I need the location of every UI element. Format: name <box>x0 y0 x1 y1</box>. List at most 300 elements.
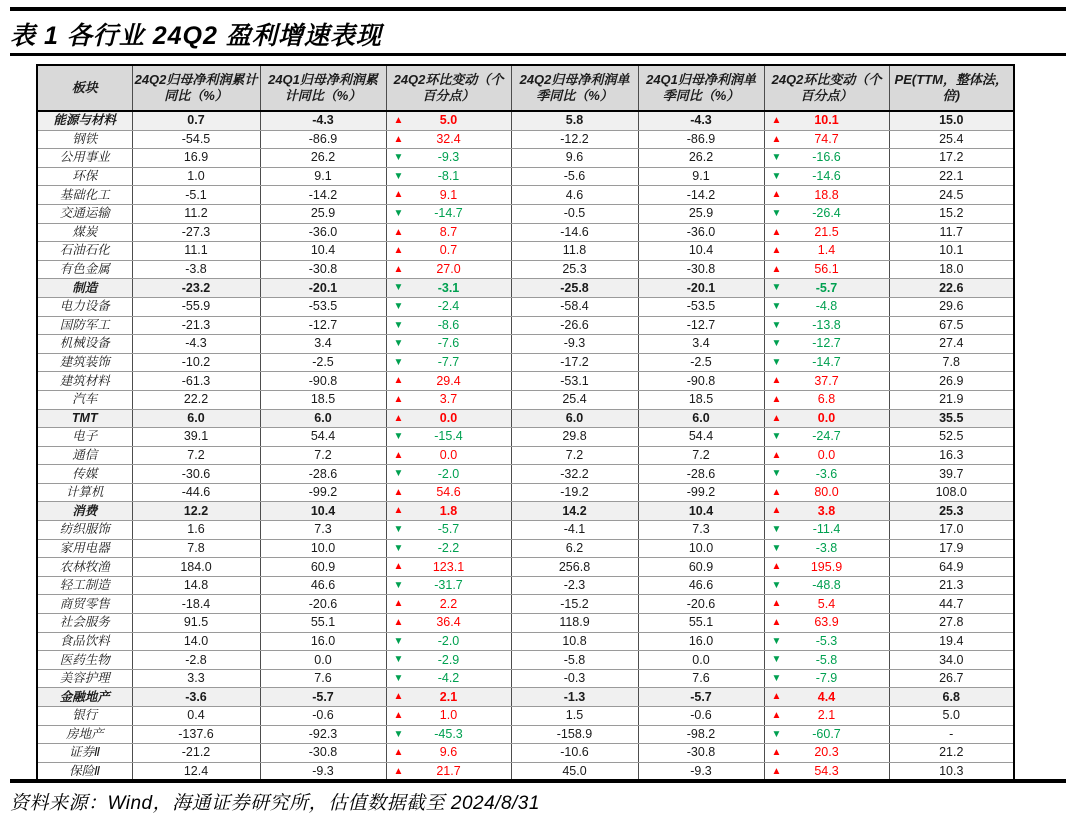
change-cell-cum <box>386 576 511 595</box>
pe-cell: 7.8 <box>889 353 1014 372</box>
table-row <box>37 316 1014 335</box>
pe-cell: 18.0 <box>889 260 1014 279</box>
value-cell-single-q1: 26.2 <box>638 149 764 168</box>
value-cell-single-q2: 25.4 <box>511 390 638 409</box>
change-cell-single <box>764 558 889 577</box>
value-cell-cum-q2: 1.0 <box>132 167 260 186</box>
sector-cell: TMT <box>37 409 132 428</box>
down-arrow-icon: ▼ <box>771 635 782 647</box>
value-cell-single-q1: 9.1 <box>638 167 764 186</box>
value-cell-cum-q1: 26.2 <box>260 149 386 168</box>
change-cell-cum <box>386 465 511 484</box>
value-cell-cum-q2: 16.9 <box>132 149 260 168</box>
value-cell-single-q2: -2.3 <box>511 576 638 595</box>
value-cell-cum-q2: 3.3 <box>132 669 260 688</box>
up-arrow-icon: ▲ <box>771 710 782 721</box>
up-arrow-icon: ▲ <box>771 691 782 703</box>
pe-cell: 17.2 <box>889 149 1014 168</box>
sector-cell: 证券Ⅱ <box>37 744 132 763</box>
change-value: -5.3 <box>815 633 838 648</box>
value-cell-single-q1: -86.9 <box>638 130 764 149</box>
change-cell-single <box>764 167 889 186</box>
down-arrow-icon: ▼ <box>771 300 782 312</box>
pe-cell: 11.7 <box>889 223 1014 242</box>
pe-cell: 17.0 <box>889 521 1014 540</box>
pe-cell: 16.3 <box>889 446 1014 465</box>
value-cell-single-q1: 0.0 <box>638 651 764 670</box>
value-cell-single-q2: 5.8 <box>511 111 638 130</box>
sector-cell: 消费 <box>37 502 132 521</box>
up-arrow-icon: ▲ <box>771 412 782 424</box>
sector-cell: 交通运输 <box>37 204 132 223</box>
table-row <box>37 651 1014 670</box>
value-cell-cum-q1: -30.8 <box>260 260 386 279</box>
value-cell-cum-q2: -61.3 <box>132 372 260 391</box>
up-arrow-icon: ▲ <box>393 617 404 629</box>
up-arrow-icon: ▲ <box>393 765 404 777</box>
sector-cell: 煤炭 <box>37 223 132 242</box>
sector-cell: 能源与材料 <box>37 111 132 130</box>
table-row <box>37 669 1014 688</box>
up-arrow-icon: ▲ <box>771 115 782 126</box>
up-arrow-icon: ▲ <box>393 226 404 238</box>
change-cell-single <box>764 335 889 354</box>
value-cell-single-q2: -25.8 <box>511 279 638 298</box>
change-value: 4.4 <box>817 689 836 704</box>
table-row <box>37 576 1014 595</box>
change-cell-cum <box>386 204 511 223</box>
change-cell-cum <box>386 632 511 651</box>
value-cell-single-q1: -28.6 <box>638 465 764 484</box>
value-cell-cum-q2: -23.2 <box>132 279 260 298</box>
sector-cell: 计算机 <box>37 483 132 502</box>
sector-cell: 家用电器 <box>37 539 132 558</box>
change-cell-single <box>764 428 889 447</box>
value-cell-single-q1: 55.1 <box>638 614 764 633</box>
down-arrow-icon: ▼ <box>393 338 404 350</box>
value-cell-cum-q1: -30.8 <box>260 744 386 763</box>
down-arrow-icon: ▼ <box>393 728 404 740</box>
sector-cell: 农林牧渔 <box>37 558 132 577</box>
change-cell-single <box>764 204 889 223</box>
up-arrow-icon: ▲ <box>393 375 404 387</box>
value-cell-single-q1: -5.7 <box>638 688 764 707</box>
table-row <box>37 428 1014 447</box>
change-value: 54.6 <box>436 485 461 500</box>
pe-cell: 15.0 <box>889 111 1014 130</box>
change-cell-single <box>764 279 889 298</box>
change-value: -2.4 <box>437 299 460 314</box>
change-value: 1.8 <box>439 503 458 518</box>
value-cell-single-q1: -98.2 <box>638 725 764 744</box>
value-cell-cum-q1: 10.0 <box>260 539 386 558</box>
down-arrow-icon: ▼ <box>393 431 404 443</box>
value-cell-cum-q1: 25.9 <box>260 204 386 223</box>
value-cell-single-q1: 10.0 <box>638 539 764 558</box>
change-value: -9.3 <box>437 150 460 165</box>
up-arrow-icon: ▲ <box>771 765 782 777</box>
change-value: 123.1 <box>432 559 465 574</box>
value-cell-single-q1: 18.5 <box>638 390 764 409</box>
sector-cell: 国防军工 <box>37 316 132 335</box>
change-cell-single <box>764 353 889 372</box>
sector-cell: 轻工制造 <box>37 576 132 595</box>
change-value: -7.9 <box>815 671 838 686</box>
value-cell-cum-q1: -5.7 <box>260 688 386 707</box>
change-value: -8.1 <box>437 169 460 184</box>
change-value: 9.6 <box>439 745 458 760</box>
pe-cell: 26.9 <box>889 372 1014 391</box>
up-arrow-icon: ▲ <box>771 263 782 275</box>
change-cell-single <box>764 223 889 242</box>
value-cell-single-q2: -9.3 <box>511 335 638 354</box>
sector-cell: 社会服务 <box>37 614 132 633</box>
change-cell-single <box>764 744 889 763</box>
value-cell-single-q2: 6.2 <box>511 539 638 558</box>
change-value: 10.1 <box>814 113 839 128</box>
pe-cell: 24.5 <box>889 186 1014 205</box>
change-cell-single <box>764 651 889 670</box>
up-arrow-icon: ▲ <box>771 189 782 201</box>
change-cell-single <box>764 688 889 707</box>
section-row <box>37 688 1014 707</box>
change-cell-cum <box>386 316 511 335</box>
change-value: 18.8 <box>814 187 839 202</box>
sector-cell: 电子 <box>37 428 132 447</box>
sector-cell: 建筑装饰 <box>37 353 132 372</box>
table-row <box>37 186 1014 205</box>
up-arrow-icon: ▲ <box>771 226 782 238</box>
up-arrow-icon: ▲ <box>393 263 404 275</box>
pe-cell: 26.7 <box>889 669 1014 688</box>
value-cell-single-q2: -26.6 <box>511 316 638 335</box>
up-arrow-icon: ▲ <box>393 747 404 759</box>
pe-cell: 22.1 <box>889 167 1014 186</box>
sector-cell: 机械设备 <box>37 335 132 354</box>
change-cell-single <box>764 130 889 149</box>
value-cell-cum-q1: -2.5 <box>260 353 386 372</box>
change-value: 1.0 <box>439 708 458 723</box>
change-value: 5.0 <box>439 113 458 128</box>
value-cell-single-q1: -20.1 <box>638 279 764 298</box>
change-value: -8.6 <box>437 317 460 332</box>
col-header-pe: PE(TTM，整体法，倍) <box>889 65 1014 111</box>
change-cell-cum <box>386 409 511 428</box>
sector-cell: 通信 <box>37 446 132 465</box>
section-row <box>37 279 1014 298</box>
sector-cell: 银行 <box>37 707 132 726</box>
value-cell-single-q2: 11.8 <box>511 242 638 261</box>
col-header-q2-cum-yoy: 24Q2归母净利润累计同比（%） <box>132 65 260 111</box>
change-value: -60.7 <box>812 726 841 741</box>
change-value: 74.7 <box>814 131 839 146</box>
value-cell-cum-q1: 54.4 <box>260 428 386 447</box>
value-cell-single-q2: -5.6 <box>511 167 638 186</box>
change-cell-cum <box>386 669 511 688</box>
change-value: -26.4 <box>812 206 841 221</box>
table-row <box>37 483 1014 502</box>
change-value: -2.9 <box>437 652 460 667</box>
value-cell-single-q1: -12.7 <box>638 316 764 335</box>
change-value: -2.2 <box>437 540 460 555</box>
value-cell-cum-q2: 184.0 <box>132 558 260 577</box>
change-cell-single <box>764 669 889 688</box>
change-cell-single <box>764 316 889 335</box>
change-value: -45.3 <box>434 726 463 741</box>
change-cell-single <box>764 390 889 409</box>
pe-cell: - <box>889 725 1014 744</box>
top-rule <box>10 7 1066 11</box>
change-value: -14.7 <box>812 355 841 370</box>
value-cell-single-q1: -14.2 <box>638 186 764 205</box>
table-body <box>37 111 1014 781</box>
table-row <box>37 595 1014 614</box>
change-value: 29.4 <box>436 373 461 388</box>
value-cell-single-q1: 60.9 <box>638 558 764 577</box>
table-row <box>37 372 1014 391</box>
change-value: -5.7 <box>815 280 838 295</box>
change-value: 2.1 <box>817 708 836 723</box>
down-arrow-icon: ▼ <box>393 300 404 312</box>
sector-cell: 有色金属 <box>37 260 132 279</box>
table-row <box>37 632 1014 651</box>
change-value: 27.0 <box>436 262 461 277</box>
value-cell-cum-q1: -86.9 <box>260 130 386 149</box>
sector-cell: 美容护理 <box>37 669 132 688</box>
section-row <box>37 502 1014 521</box>
table-row <box>37 446 1014 465</box>
sector-cell: 电力设备 <box>37 297 132 316</box>
sector-cell: 制造 <box>37 279 132 298</box>
table-row <box>37 353 1014 372</box>
pe-cell: 108.0 <box>889 483 1014 502</box>
down-arrow-icon: ▼ <box>771 152 782 164</box>
change-cell-cum <box>386 502 511 521</box>
down-arrow-icon: ▼ <box>393 579 404 591</box>
value-cell-single-q1: -30.8 <box>638 260 764 279</box>
value-cell-single-q1: -53.5 <box>638 297 764 316</box>
value-cell-cum-q2: -3.8 <box>132 260 260 279</box>
col-header-q2-single-change: 24Q2环比变动（个百分点） <box>764 65 889 111</box>
change-cell-cum <box>386 390 511 409</box>
value-cell-single-q2: 256.8 <box>511 558 638 577</box>
change-value: 54.3 <box>814 764 839 779</box>
change-cell-cum <box>386 297 511 316</box>
pe-cell: 19.4 <box>889 632 1014 651</box>
change-value: 3.8 <box>817 503 836 518</box>
table-row <box>37 204 1014 223</box>
up-arrow-icon: ▲ <box>393 561 404 573</box>
value-cell-cum-q2: 7.8 <box>132 539 260 558</box>
change-value: 0.7 <box>439 243 458 258</box>
change-value: 20.3 <box>814 745 839 760</box>
value-cell-cum-q1: 10.4 <box>260 242 386 261</box>
value-cell-cum-q1: -14.2 <box>260 186 386 205</box>
pe-cell: 34.0 <box>889 651 1014 670</box>
change-value: -13.8 <box>812 317 841 332</box>
change-cell-cum <box>386 521 511 540</box>
value-cell-cum-q2: 12.2 <box>132 502 260 521</box>
down-arrow-icon: ▼ <box>771 579 782 591</box>
value-cell-cum-q2: -30.6 <box>132 465 260 484</box>
down-arrow-icon: ▼ <box>771 524 782 536</box>
value-cell-single-q1: -2.5 <box>638 353 764 372</box>
change-cell-cum <box>386 130 511 149</box>
value-cell-cum-q1: 46.6 <box>260 576 386 595</box>
pe-cell: 21.3 <box>889 576 1014 595</box>
pe-cell: 5.0 <box>889 707 1014 726</box>
down-arrow-icon: ▼ <box>393 542 404 554</box>
pe-cell: 27.4 <box>889 335 1014 354</box>
change-value: -16.6 <box>812 150 841 165</box>
change-cell-cum <box>386 539 511 558</box>
change-cell-cum <box>386 725 511 744</box>
value-cell-single-q2: -158.9 <box>511 725 638 744</box>
down-arrow-icon: ▼ <box>393 356 404 368</box>
value-cell-single-q2: -4.1 <box>511 521 638 540</box>
change-value: -11.4 <box>812 522 841 537</box>
down-arrow-icon: ▼ <box>771 654 782 666</box>
pe-cell: 17.9 <box>889 539 1014 558</box>
change-cell-cum <box>386 242 511 261</box>
change-value: -15.4 <box>434 429 463 444</box>
change-cell-cum <box>386 614 511 633</box>
down-arrow-icon: ▼ <box>771 207 782 219</box>
value-cell-single-q1: -36.0 <box>638 223 764 242</box>
up-arrow-icon: ▲ <box>771 133 782 145</box>
down-arrow-icon: ▼ <box>771 672 782 684</box>
sector-cell: 环保 <box>37 167 132 186</box>
change-value: -5.8 <box>815 652 838 667</box>
value-cell-cum-q2: -21.3 <box>132 316 260 335</box>
change-cell-single <box>764 576 889 595</box>
change-value: 37.7 <box>814 373 839 388</box>
table-row <box>37 149 1014 168</box>
change-value: -2.0 <box>437 633 460 648</box>
pe-cell: 21.9 <box>889 390 1014 409</box>
value-cell-cum-q2: -2.8 <box>132 651 260 670</box>
table-title: 表 1 各行业 24Q2 盈利增速表现 <box>10 22 382 50</box>
value-cell-single-q2: -1.3 <box>511 688 638 707</box>
value-cell-cum-q1: -53.5 <box>260 297 386 316</box>
change-cell-cum <box>386 558 511 577</box>
value-cell-cum-q2: -137.6 <box>132 725 260 744</box>
value-cell-single-q1: 16.0 <box>638 632 764 651</box>
value-cell-single-q2: -10.6 <box>511 744 638 763</box>
up-arrow-icon: ▲ <box>393 691 404 703</box>
value-cell-cum-q1: -36.0 <box>260 223 386 242</box>
value-cell-cum-q2: 0.4 <box>132 707 260 726</box>
value-cell-single-q2: -15.2 <box>511 595 638 614</box>
up-arrow-icon: ▲ <box>771 598 782 610</box>
value-cell-cum-q1: 16.0 <box>260 632 386 651</box>
change-cell-single <box>764 595 889 614</box>
change-cell-cum <box>386 167 511 186</box>
up-arrow-icon: ▲ <box>771 449 782 461</box>
up-arrow-icon: ▲ <box>771 486 782 498</box>
change-cell-cum <box>386 688 511 707</box>
value-cell-single-q2: -0.3 <box>511 669 638 688</box>
change-cell-cum <box>386 744 511 763</box>
value-cell-cum-q1: -28.6 <box>260 465 386 484</box>
change-cell-single <box>764 707 889 726</box>
change-value: 6.8 <box>817 392 836 407</box>
up-arrow-icon: ▲ <box>393 710 404 721</box>
change-value: -31.7 <box>434 578 463 593</box>
up-arrow-icon: ▲ <box>771 245 782 257</box>
down-arrow-icon: ▼ <box>393 282 404 294</box>
value-cell-cum-q2: 14.8 <box>132 576 260 595</box>
change-cell-cum <box>386 353 511 372</box>
change-cell-single <box>764 409 889 428</box>
value-cell-single-q2: 4.6 <box>511 186 638 205</box>
value-cell-single-q1: 25.9 <box>638 204 764 223</box>
value-cell-cum-q1: 7.2 <box>260 446 386 465</box>
change-cell-single <box>764 149 889 168</box>
value-cell-single-q2: 118.9 <box>511 614 638 633</box>
value-cell-single-q2: -0.5 <box>511 204 638 223</box>
change-value: -3.1 <box>437 280 460 295</box>
value-cell-cum-q1: -4.3 <box>260 111 386 130</box>
value-cell-single-q1: 3.4 <box>638 335 764 354</box>
change-cell-cum <box>386 149 511 168</box>
sector-cell: 基础化工 <box>37 186 132 205</box>
down-arrow-icon: ▼ <box>771 431 782 443</box>
change-value: 36.4 <box>436 615 461 630</box>
value-cell-single-q2: 10.8 <box>511 632 638 651</box>
bottom-rule <box>10 779 1066 783</box>
value-cell-single-q1: -20.6 <box>638 595 764 614</box>
value-cell-single-q1: -0.6 <box>638 707 764 726</box>
pe-cell: 64.9 <box>889 558 1014 577</box>
up-arrow-icon: ▲ <box>393 393 404 405</box>
down-arrow-icon: ▼ <box>393 635 404 647</box>
change-cell-single <box>764 111 889 130</box>
value-cell-cum-q2: -44.6 <box>132 483 260 502</box>
change-value: -3.6 <box>815 466 838 481</box>
change-value: 0.0 <box>439 410 458 425</box>
table-row <box>37 223 1014 242</box>
value-cell-single-q2: -32.2 <box>511 465 638 484</box>
value-cell-cum-q1: 7.6 <box>260 669 386 688</box>
pe-cell: 27.8 <box>889 614 1014 633</box>
pe-cell: 67.5 <box>889 316 1014 335</box>
change-value: 9.1 <box>439 187 458 202</box>
pe-cell: 22.6 <box>889 279 1014 298</box>
table-row <box>37 521 1014 540</box>
pe-cell: 10.3 <box>889 762 1014 781</box>
change-cell-single <box>764 483 889 502</box>
down-arrow-icon: ▼ <box>771 282 782 294</box>
value-cell-cum-q1: -92.3 <box>260 725 386 744</box>
up-arrow-icon: ▲ <box>393 505 404 517</box>
value-cell-cum-q2: 12.4 <box>132 762 260 781</box>
up-arrow-icon: ▲ <box>393 115 404 126</box>
down-arrow-icon: ▼ <box>393 170 404 182</box>
change-cell-cum <box>386 651 511 670</box>
pe-cell: 25.4 <box>889 130 1014 149</box>
change-cell-single <box>764 521 889 540</box>
change-value: -5.7 <box>437 522 460 537</box>
pe-cell: 10.1 <box>889 242 1014 261</box>
value-cell-cum-q2: 7.2 <box>132 446 260 465</box>
value-cell-cum-q1: 3.4 <box>260 335 386 354</box>
title-underline-rule <box>10 53 1066 56</box>
down-arrow-icon: ▼ <box>393 319 404 331</box>
change-cell-cum <box>386 186 511 205</box>
table-row <box>37 707 1014 726</box>
value-cell-cum-q2: 39.1 <box>132 428 260 447</box>
